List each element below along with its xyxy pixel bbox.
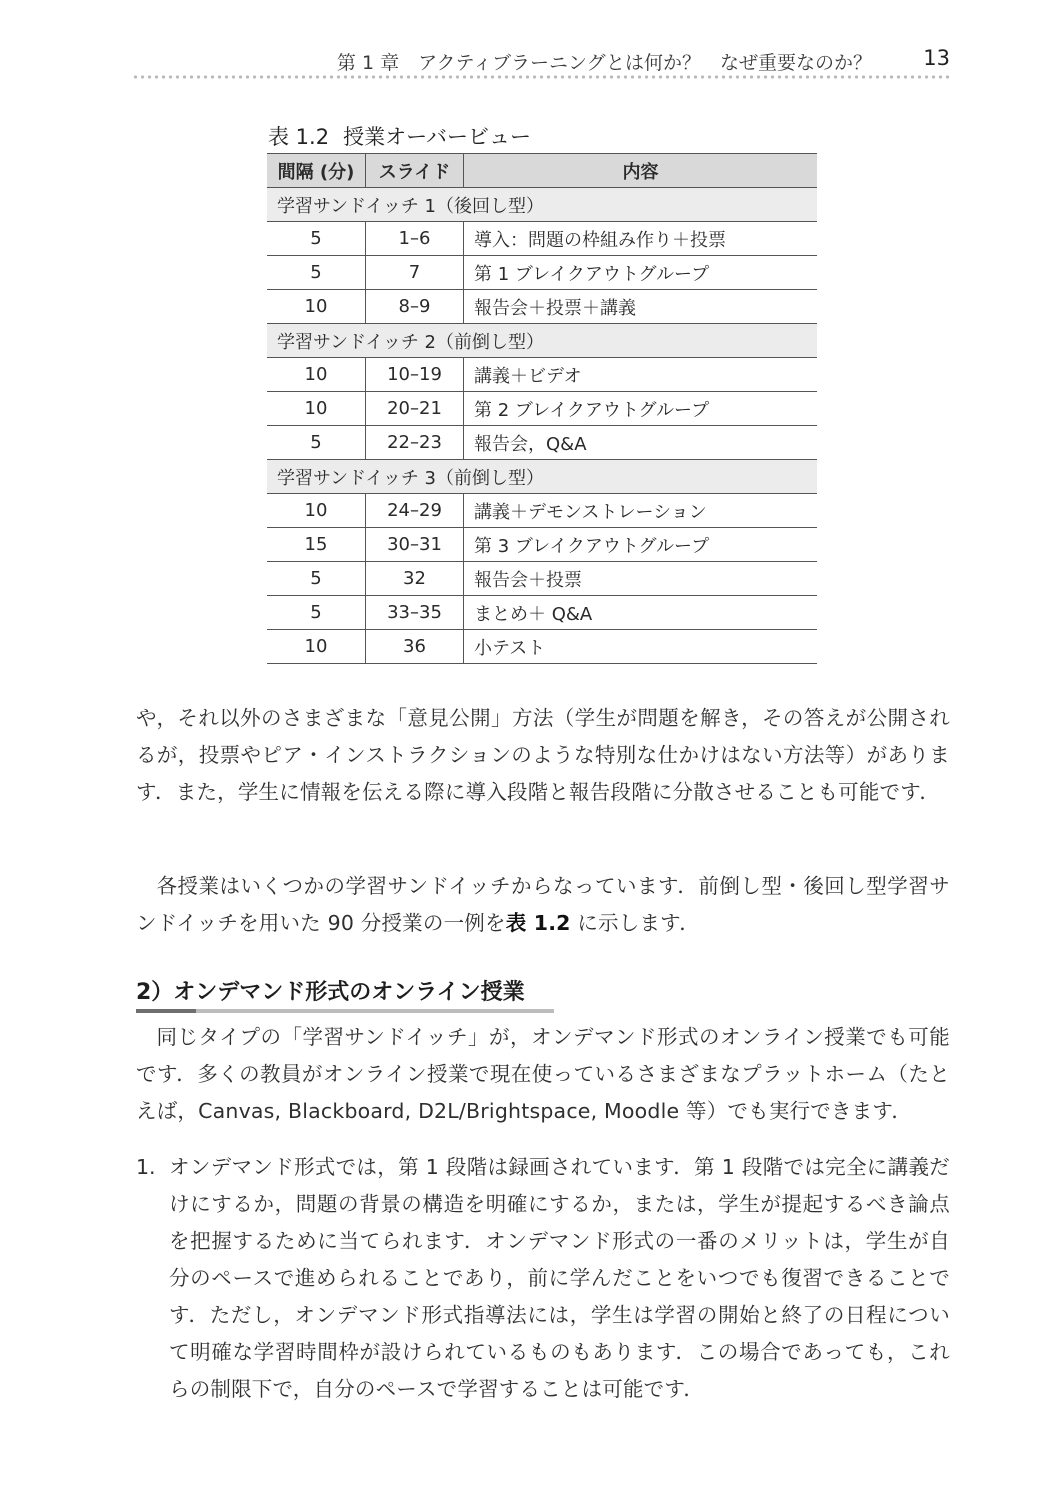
dotted-rule (132, 74, 950, 80)
interval-cell: 5 (267, 222, 366, 256)
table-row (267, 256, 817, 290)
interval-cell: 10 (267, 358, 366, 392)
content-cell: 報告会＋投票 (464, 562, 818, 596)
list-item (136, 1149, 950, 1408)
content-cell: 講義＋ビデオ (464, 358, 818, 392)
page-number: 13 (923, 46, 950, 70)
table-caption-number: 表 1.2 (268, 125, 330, 149)
table-row (267, 392, 817, 426)
section-row (267, 324, 817, 358)
content-cell: 第 1 ブレイクアウトグループ (464, 256, 818, 290)
table-row (267, 562, 817, 596)
table-caption-text: 授業オーバービュー (343, 125, 532, 149)
content-cell: 講義＋デモンストレーション (464, 494, 818, 528)
slides-cell: 10–19 (366, 358, 464, 392)
table-caption (268, 121, 531, 151)
slides-cell: 22–23 (366, 426, 464, 460)
interval-cell: 10 (267, 630, 366, 664)
content-cell: まとめ＋ Q&A (464, 596, 818, 630)
slides-cell: 30–31 (366, 528, 464, 562)
content-cell: 報告会，Q&A (464, 426, 818, 460)
table-reference-link[interactable]: 表 1.2 (505, 911, 571, 935)
slides-cell: 8–9 (366, 290, 464, 324)
table-row (267, 426, 817, 460)
overview-table (267, 153, 817, 664)
content-cell: 小テスト (464, 630, 818, 664)
content-cell: 導入：問題の枠組み作り＋投票 (464, 222, 818, 256)
section-title: 学習サンドイッチ 2（前倒し型） (267, 324, 817, 358)
table-row (267, 358, 817, 392)
slides-cell: 1–6 (366, 222, 464, 256)
slides-cell: 32 (366, 562, 464, 596)
chapter-title: 第 1 章 アクティブラーニングとは何か？ なぜ重要なのか？ (336, 52, 872, 74)
section-title: 学習サンドイッチ 3（前倒し型） (267, 460, 817, 494)
table-row (267, 596, 817, 630)
interval-cell: 5 (267, 596, 366, 630)
table-row (267, 494, 817, 528)
paragraph-text: に示します． (570, 911, 700, 935)
section-heading: 2）オンデマンド形式のオンライン授業 (136, 980, 525, 1005)
list-marker: 1. (136, 1155, 156, 1179)
table-row (267, 528, 817, 562)
paragraph-text: 各授業はいくつかの学習サンドイッチからなっています．前倒し型・後回し型学習サンドイッチを用いた 90 分授業の一例を (136, 874, 950, 935)
table-header-row (267, 154, 817, 188)
paragraph-lesson-example (136, 868, 950, 942)
section-row (267, 460, 817, 494)
paragraph-on-demand: 同じタイプの「学習サンドイッチ」が，オンデマンド形式のオンライン授業でも可能です．多くの教員がオンライン授業で現在使っているさまざまなプラットホーム（たとえば，Canvas, Blackboard, D2L/Brightspace, Moodle 等）でも実行できます． (136, 1025, 950, 1123)
content-cell: 報告会＋投票＋講義 (464, 290, 818, 324)
slides-cell: 36 (366, 630, 464, 664)
column-header-content: 内容 (464, 154, 818, 188)
content-cell: 第 2 ブレイクアウトグループ (464, 392, 818, 426)
paragraph-opinion-methods: や，それ以外のさまざまな「意見公開」方法（学生が問題を解き，その答えが公開されるが，投票やピア・インストラクションのような特別な仕かけはない方法等）があります．また，学生に情報を伝える際に導入段階と報告段階に分散させることも可能です． (136, 706, 950, 804)
slides-cell: 20–21 (366, 392, 464, 426)
column-header-interval: 間隔 (分) (267, 154, 366, 188)
running-head (132, 46, 950, 76)
table-row (267, 290, 817, 324)
interval-cell: 10 (267, 392, 366, 426)
slides-cell: 7 (366, 256, 464, 290)
interval-cell: 5 (267, 562, 366, 596)
interval-cell: 10 (267, 494, 366, 528)
content-cell: 第 3 ブレイクアウトグループ (464, 528, 818, 562)
interval-cell: 5 (267, 426, 366, 460)
heading-underline (136, 1009, 554, 1013)
column-header-slides: スライド (366, 154, 464, 188)
table-row (267, 630, 817, 664)
section-title: 学習サンドイッチ 1（後回し型） (267, 188, 817, 222)
list-item-text: オンデマンド形式では，第 1 段階は録画されています．第 1 段階では完全に講義だけにするか，問題の背景の構造を明確にするか，または，学生が提起するべき論点を把握するために当てられます．オンデマンド形式の一番のメリットは，学生が自分のペースで進められることであり，前に学んだことをいつでも復習できることです．ただし，オンデマンド形式指導法には，学生は学習の開始と終了の日程について明確な学習時間枠が設けられているものもあります．この場合であっても，これらの制限下で，自分のペースで学習することは可能です． (169, 1155, 950, 1401)
slides-cell: 24–29 (366, 494, 464, 528)
section-row (267, 188, 817, 222)
interval-cell: 5 (267, 256, 366, 290)
slides-cell: 33–35 (366, 596, 464, 630)
table-row (267, 222, 817, 256)
interval-cell: 15 (267, 528, 366, 562)
interval-cell: 10 (267, 290, 366, 324)
